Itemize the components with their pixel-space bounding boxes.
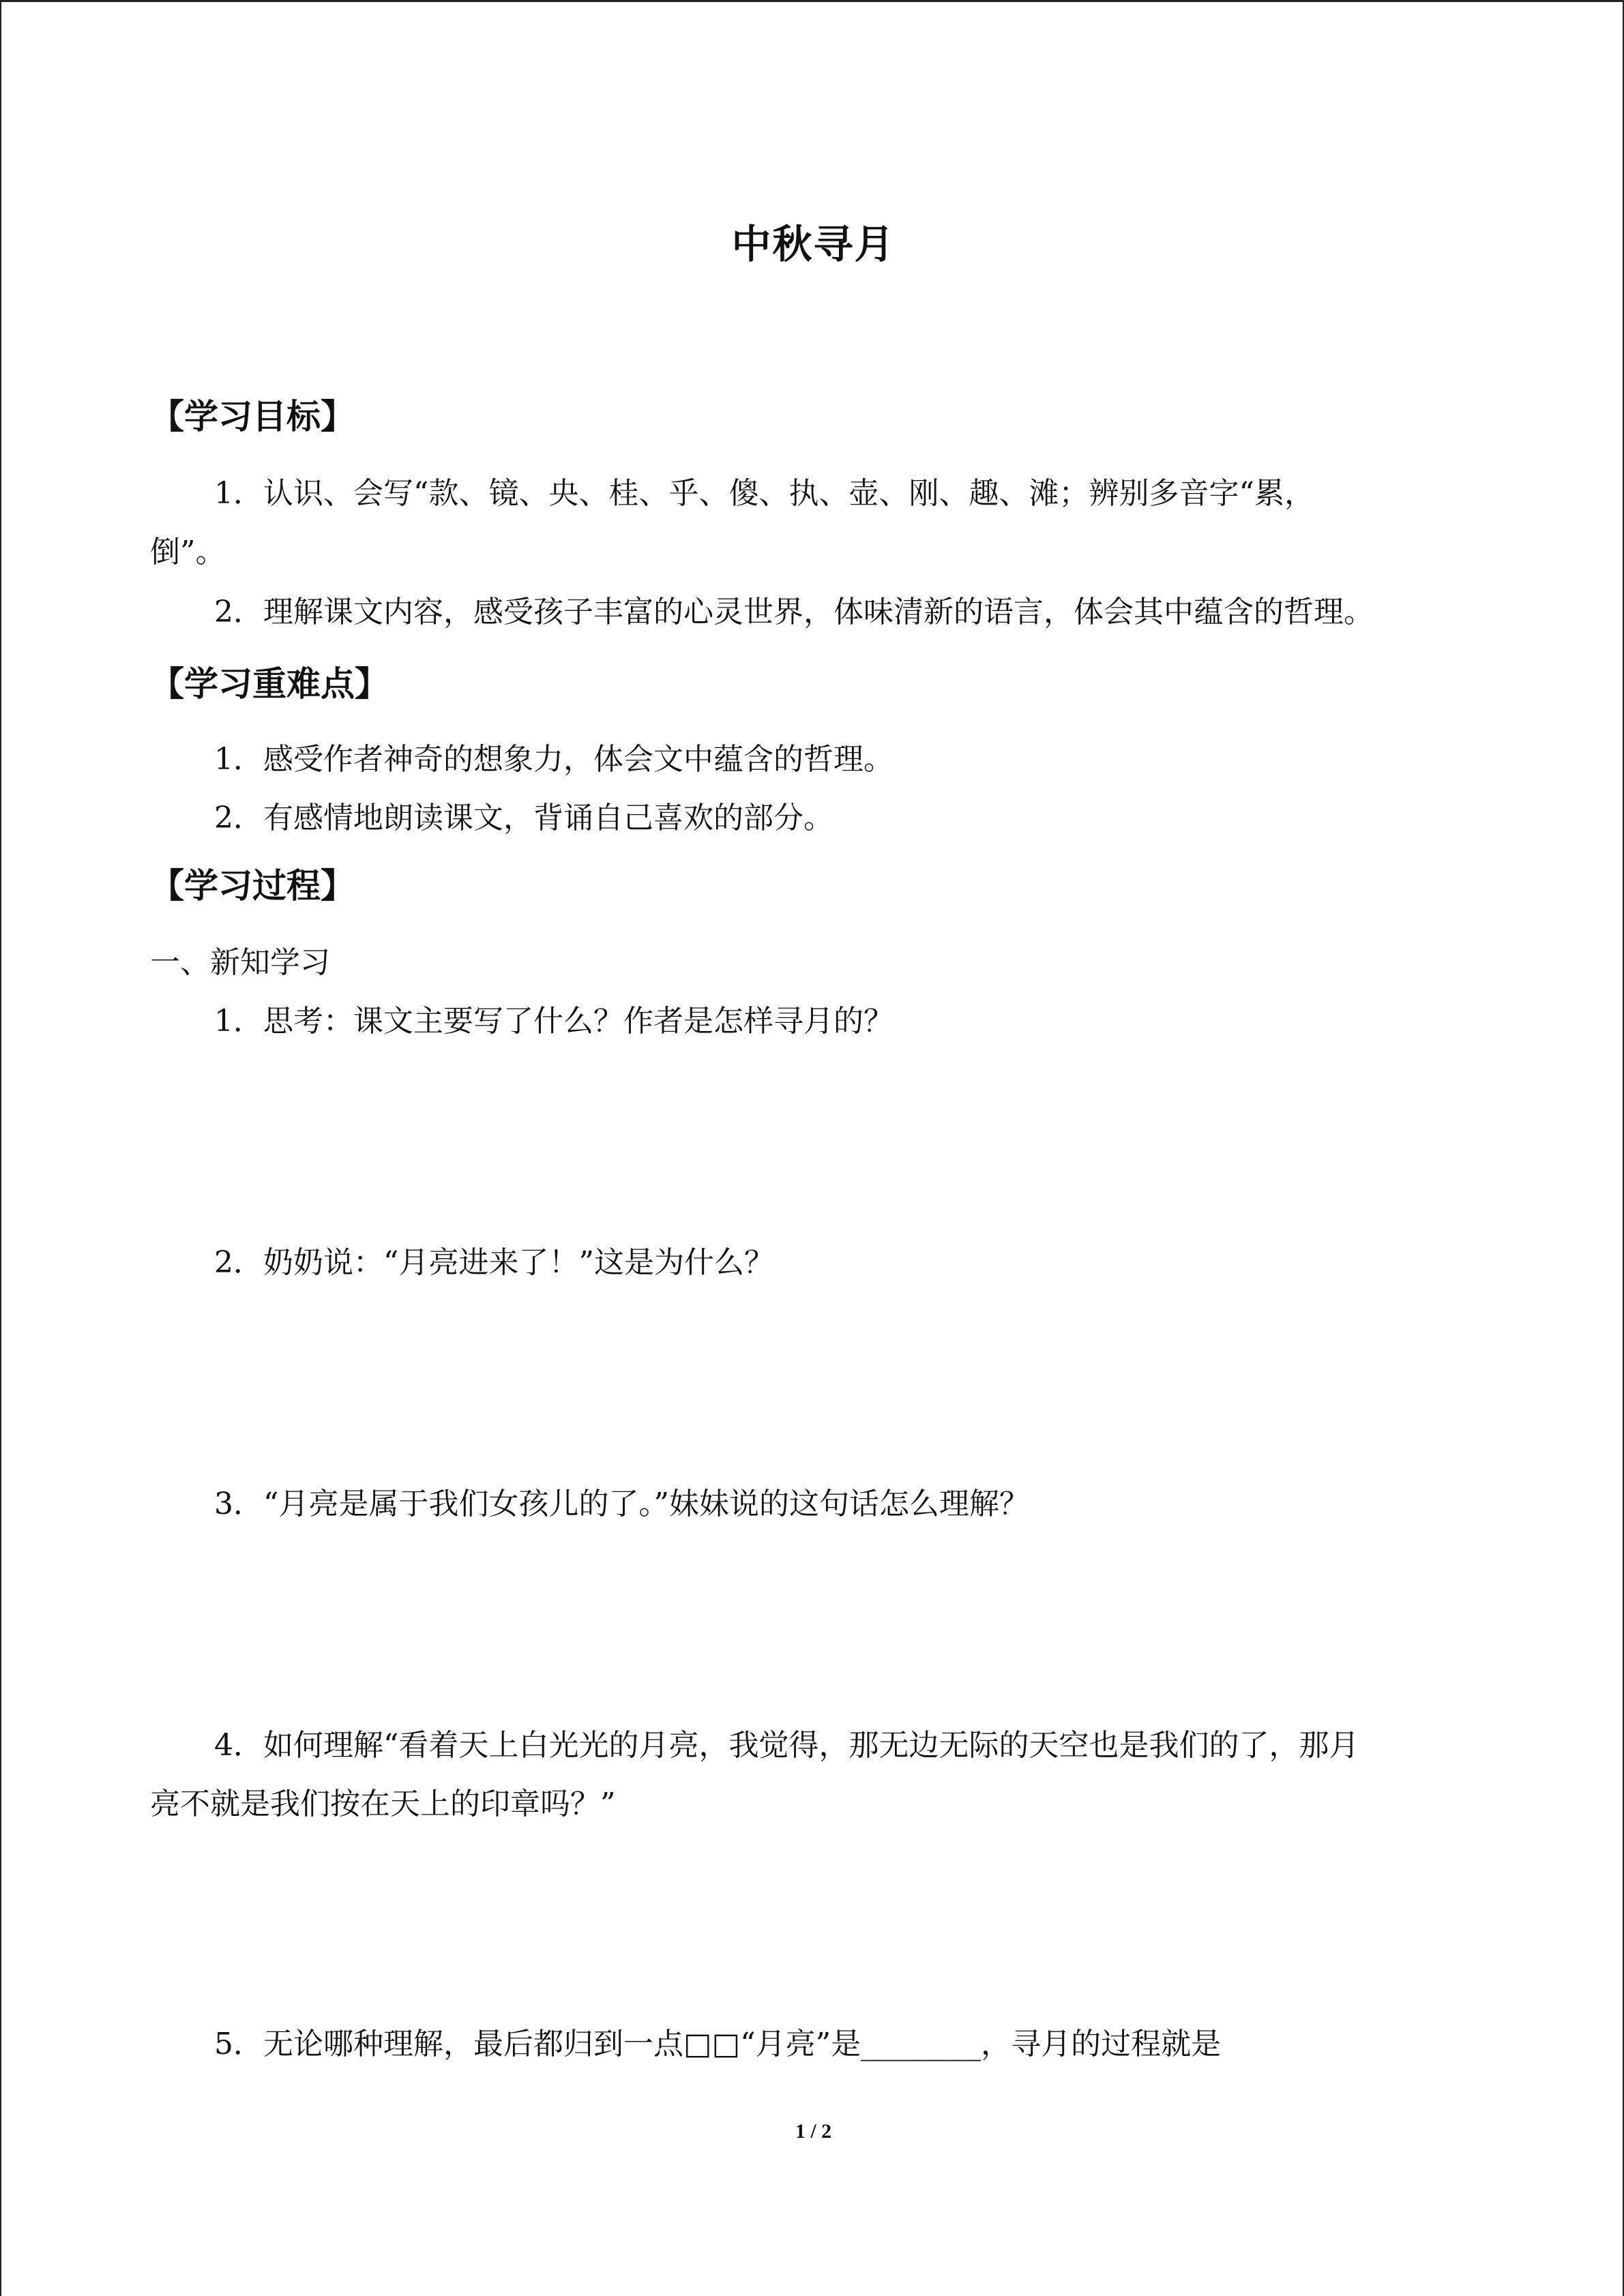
page-number: 1 / 2 (795, 2120, 832, 2143)
heading-learning-process: 【学习过程】 (150, 866, 355, 906)
question-4: 4．如何理解“看着天上白光光的月亮，我觉得，那无边无际的天空也是我们的了，那月 (214, 1728, 1359, 1763)
question-4-continued: 亮不就是我们按在天上的印章吗？” (150, 1787, 616, 1821)
goal-item-2: 2．理解课文内容，感受孩子丰富的心灵世界，体味清新的语言，体会其中蕴含的哲理。 (214, 595, 1374, 629)
key-point-item-2: 2．有感情地朗读课文，背诵自己喜欢的部分。 (214, 801, 833, 835)
document-title: 中秋寻月 (731, 221, 896, 267)
section-new-knowledge: 一、新知学习 (150, 945, 330, 980)
goal-item-1: 1．认识、会写“款、镜、央、桂、乎、傻、执、壶、刚、趣、滩；辨别多音字“累， (214, 476, 1314, 511)
question-2: 2．奶奶说：“月亮进来了！”这是为什么？ (214, 1245, 774, 1280)
heading-key-points: 【学习重难点】 (150, 664, 389, 704)
question-1: 1．思考：课文主要写了什么？作者是怎样寻月的？ (214, 1004, 894, 1039)
question-5: 5．无论哪种理解，最后都归到一点□□“月亮”是________，寻月的过程就是 (214, 2027, 1222, 2061)
question-3: 3．“月亮是属于我们女孩儿的了。”妹妹说的这句话怎么理解？ (214, 1487, 1029, 1521)
key-point-item-1: 1．感受作者神奇的想象力，体会文中蕴含的哲理。 (214, 742, 894, 777)
goal-item-1-continued: 倒”。 (150, 535, 226, 569)
heading-learning-goals: 【学习目标】 (150, 397, 355, 436)
